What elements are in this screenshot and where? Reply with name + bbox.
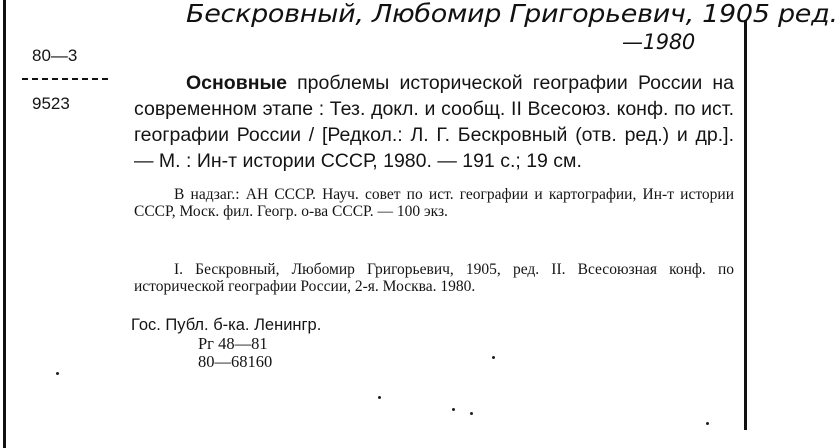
dust-speck: [492, 356, 495, 359]
card-left-edge: [3, 0, 6, 448]
call-number-bottom: 9523: [32, 94, 70, 113]
dust-speck: [706, 422, 709, 425]
tracing-note: I. Бескровный, Любомир Григорьевич, 1905, ред. II. Всесоюзная конф. по исторической географии России, 2-я. Москва. 1980.: [134, 261, 734, 295]
call-number-top: 80—3: [32, 46, 78, 65]
dust-speck: [452, 408, 455, 411]
handwritten-heading: Бескровный, Любомир Григорьевич, 1905 ред.: [186, 0, 838, 29]
dust-speck: [470, 412, 473, 415]
bibliographic-entry: [134, 70, 734, 174]
library-code-2: 80—68160: [198, 352, 273, 371]
dust-speck: [56, 372, 59, 375]
dust-speck: [378, 396, 381, 399]
entry-body: проблемы исторической географии России на современном этапе : Тез. докл. и сообщ. II Всесоюз. конф. по ист. географии России / [Редкол.: Л. Г. Бескровный (отв. ред.) и др.]. — М. : Ин-т истории СССР, 1980. — 191 с.; 19 см.: [134, 72, 734, 172]
publisher-note: В надзаг.: АН СССР. Науч. совет по ист. географии и картографии, Ин-т истории СССР, Моск. фил. Геогр. о-ва СССР. — 100 экз.: [134, 186, 734, 220]
call-number-divider: [22, 78, 108, 80]
card-right-edge: [744, 20, 747, 430]
entry-title-lead: Основные: [186, 72, 287, 94]
library-name: Гос. Публ. б-ка. Ленингр.: [131, 316, 322, 334]
handwritten-note: —1980: [622, 30, 695, 54]
library-code-1: Рг 48—81: [198, 334, 268, 353]
